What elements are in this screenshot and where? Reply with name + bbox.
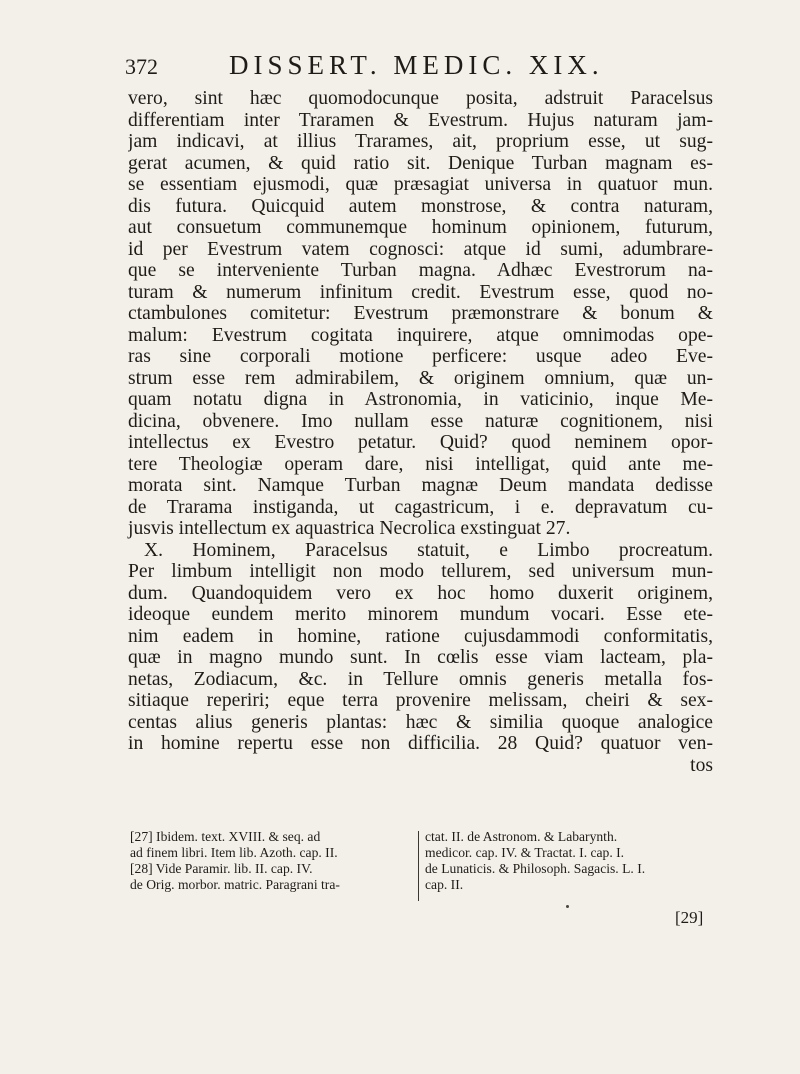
text-line: quam notatu digna in Astronomia, in vaticinio, inque Me- (128, 389, 713, 410)
text-line: dum. Quandoquidem vero ex hoc homo duxerit originem, (128, 582, 713, 604)
text-line: differentiam inter Traramen & Evestrum. Hujus naturam jam- (128, 109, 713, 131)
text-line: jam indicavi, at illius Trarames, ait, proprium esse, ut sug- (128, 131, 713, 152)
signature-mark: [29] (675, 908, 704, 927)
text-line: nim eadem in homine, ratione cujusdammodi conformitatis, (128, 625, 713, 647)
footnote-line: [28] Vide Paramir. lib. II. cap. IV. (130, 861, 313, 876)
text-line: strum esse rem admirabilem, & originem omnium, quæ un- (128, 367, 713, 389)
text-line: dis futura. Quicquid autem monstrose, & contra naturam, (128, 195, 713, 217)
text-line: ideoque eundem merito minorem mundum vocari. Esse ete- (128, 604, 713, 625)
text-line: gerat acumen, & quid ratio sit. Denique Turban magnam es- (128, 152, 713, 174)
text-line: vero, sint hæc quomodocunque posita, adstruit Paracelsus (128, 88, 713, 109)
footnote-line: [27] Ibidem. text. XVIII. & seq. ad (130, 829, 321, 844)
page-number: 372 (125, 54, 158, 79)
text-line: malum: Evestrum cogitata inquirere, atque omnimodas ope- (128, 324, 713, 346)
text-line: morata sint. Namque Turban magnæ Deum mandata dedisse (128, 475, 713, 496)
footnote-line: ad finem libri. Item lib. Azoth. cap. II. (130, 845, 338, 860)
page-header (125, 48, 665, 80)
text-line: Per limbum intelligit non modo tellurem, sed universum mun- (128, 561, 713, 582)
text-line: se essentiam ejusmodi, quæ præsagiat universa in quatuor mun. (128, 174, 713, 195)
text-line: centas alius generis plantas: hæc & similia quoque analogice (128, 711, 713, 733)
footnotes (130, 829, 720, 909)
text-line: ras sine corporali motione perficere: usque adeo Eve- (128, 346, 713, 367)
text-line: intellectus ex Evestro petatur. Quid? quod neminem opor- (128, 432, 713, 453)
text-line: ctambulones comitetur: Evestrum præmonstrare & bonum & (128, 303, 713, 324)
text-line: netas, Zodiacum, &c. in Tellure omnis generis metalla fos- (128, 668, 713, 690)
printer-dot (566, 905, 569, 908)
text-line: X. Hominem, Paracelsus statuit, e Limbo procreatum. (144, 539, 713, 561)
text-line: que se interveniente Turban magna. Adhæc Evestrorum na- (128, 260, 713, 281)
text-line: jusvis intellectum ex aquastrica Necrolica exstinguat 27. (128, 518, 571, 539)
footnote-line: de Orig. morbor. matric. Paragrani tra- (130, 877, 340, 892)
text-line: de Trarama instiganda, ut cagastricum, i e. depravatum cu- (128, 496, 713, 518)
footnote-line: de Lunaticis. & Philosoph. Sagacis. L. I. (425, 861, 646, 876)
text-line: id per Evestrum vatem cognosci: atque id sumi, adumbrare- (128, 238, 713, 260)
footnotes-left-column (130, 829, 415, 893)
text-line: quæ in magno mundo sunt. In cœlis esse viam lacteam, pla- (128, 647, 713, 668)
footnote-line: cap. II. (425, 877, 464, 892)
body-text (128, 88, 713, 776)
running-title: DISSERT. MEDIC. XIX. (229, 50, 604, 80)
catchword: tos (690, 754, 713, 776)
footnote-line: medicor. cap. IV. & Tractat. I. cap. I. (425, 845, 625, 860)
footnotes-right-column (425, 829, 720, 893)
footnote-divider (418, 831, 419, 901)
text-line: tere Theologiæ operam dare, nisi intelligat, quid ante me- (128, 453, 713, 475)
text-line: sitiaque reperiri; eque terra provenire melissam, cheiri & sex- (128, 690, 713, 711)
text-line: aut consuetum communemque hominum opinionem, futurum, (128, 217, 713, 238)
text-line: dicina, obvenere. Imo nullam esse naturæ cognitionem, nisi (128, 410, 713, 432)
footnote-line: ctat. II. de Astronom. & Labarynth. (425, 829, 618, 844)
text-line: in homine repertu esse non difficilia. 28 Quid? quatuor ven- (128, 733, 713, 754)
text-line: turam & numerum infinitum credit. Evestrum esse, quod no- (128, 281, 713, 303)
